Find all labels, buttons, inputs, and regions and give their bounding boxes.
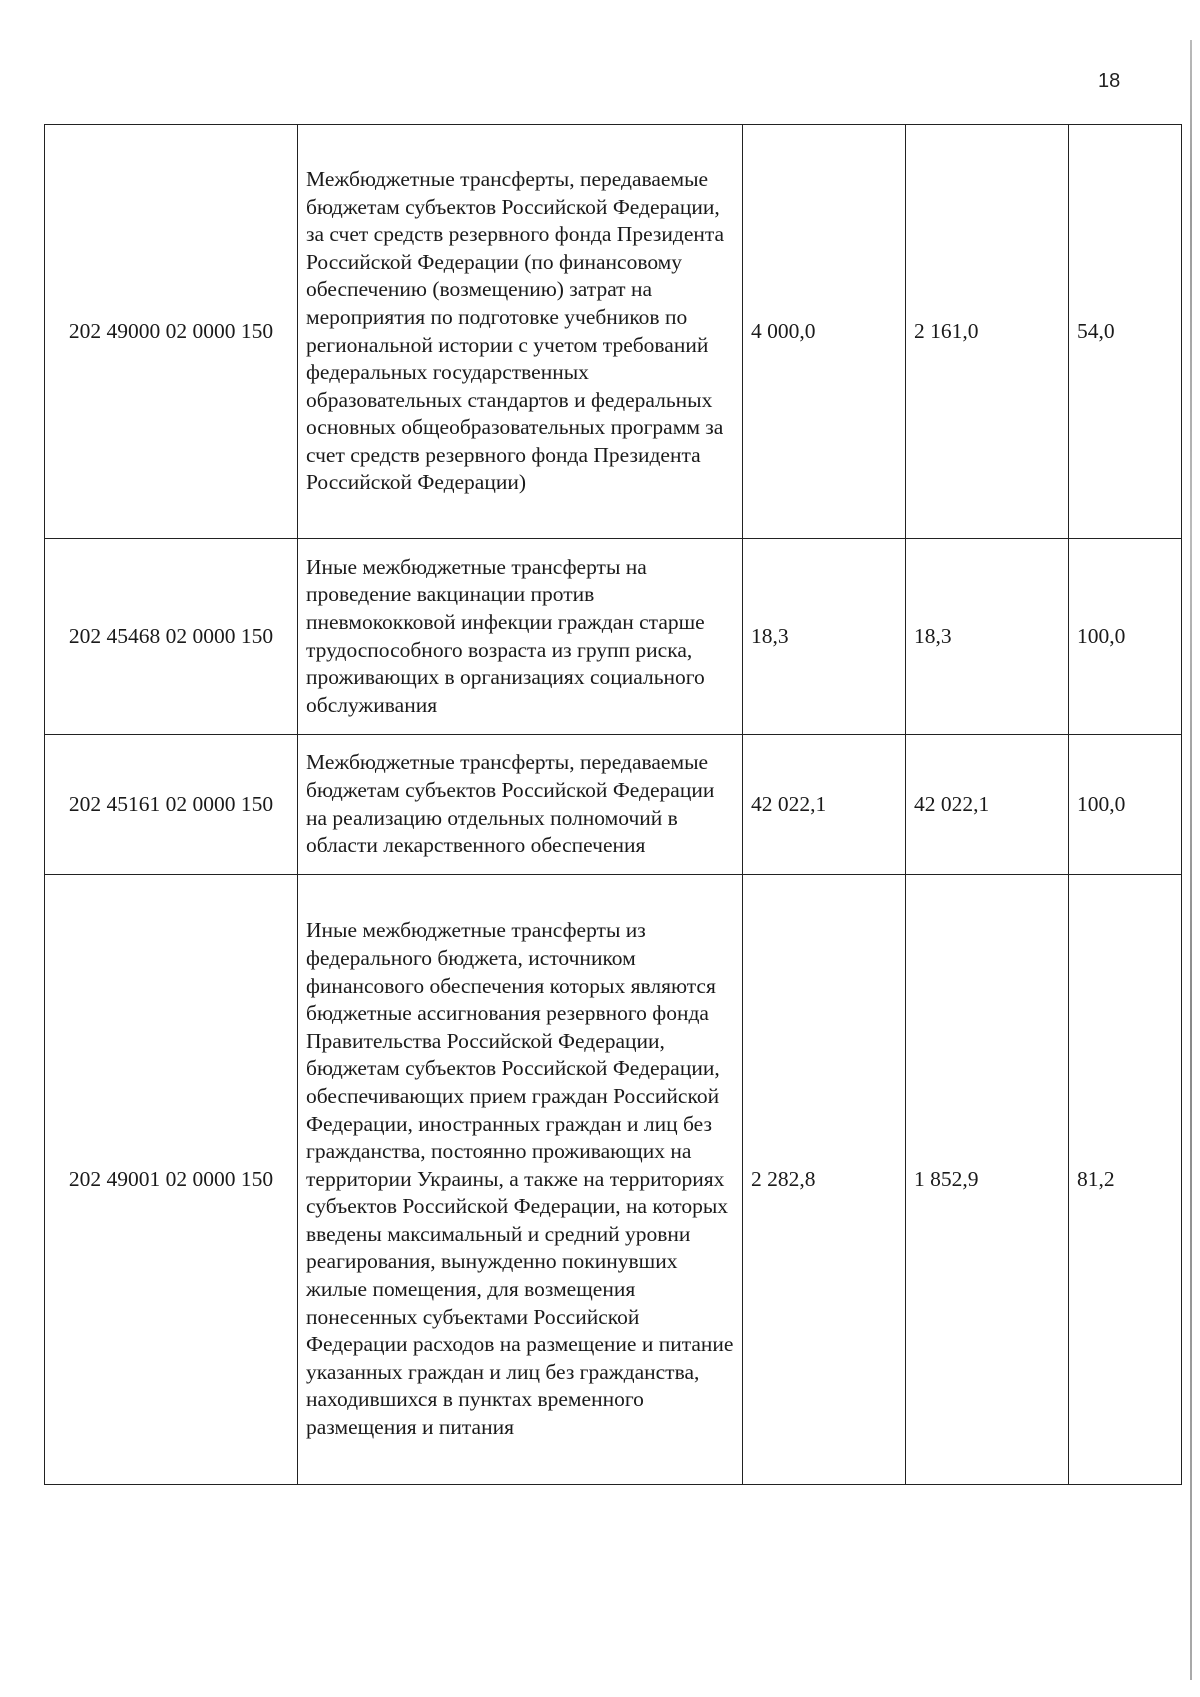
percent-cell: 81,2	[1069, 875, 1182, 1485]
percent-cell: 100,0	[1069, 735, 1182, 875]
planned-amount-cell: 4 000,0	[743, 125, 906, 539]
description-cell	[298, 125, 743, 539]
planned-amount-cell: 2 282,8	[743, 875, 906, 1485]
description-cell	[298, 539, 743, 735]
planned-amount-cell: 18,3	[743, 539, 906, 735]
description-text: Межбюджетные трансферты, передаваемые бюджетам субъектов Российской Федерации, за счет средств резервного фонда Президента Российской Федерации (по финансовому обеспечению (возмещению) затрат на мероприятия по подготовке учебников по региональной истории с учетом требований федеральных государственных образовательных стандартов и федеральных основных общеобразовательных программ за счет средств резервного фонда Президента Российской Федерации)	[306, 166, 725, 495]
actual-amount-cell: 1 852,9	[906, 875, 1069, 1485]
percent-cell: 54,0	[1069, 125, 1182, 539]
description-cell	[298, 735, 743, 875]
table-row	[45, 125, 1182, 539]
description-text: Межбюджетные трансферты, передаваемые бюджетам субъектов Российской Федерации на реализацию отдельных полномочий в области лекарственного обеспечения	[306, 750, 715, 858]
budget-code-cell: 202 49000 02 0000 150	[45, 125, 298, 539]
percent-cell: 100,0	[1069, 539, 1182, 735]
budget-code-cell: 202 49001 02 0000 150	[45, 875, 298, 1485]
actual-amount-cell: 2 161,0	[906, 125, 1069, 539]
table-row	[45, 539, 1182, 735]
table-row	[45, 735, 1182, 875]
actual-amount-cell: 42 022,1	[906, 735, 1069, 875]
table-row	[45, 875, 1182, 1485]
budget-code-cell: 202 45468 02 0000 150	[45, 539, 298, 735]
description-cell	[298, 875, 743, 1485]
budget-table	[44, 124, 1182, 1485]
actual-amount-cell: 18,3	[906, 539, 1069, 735]
page-number: 18	[1098, 70, 1121, 92]
planned-amount-cell: 42 022,1	[743, 735, 906, 875]
description-text: Иные межбюджетные трансферты на проведение вакцинации против пневмококковой инфекции граждан старше трудоспособного возраста из групп риска, проживающих в организациях социального обслуживания	[306, 554, 705, 717]
budget-code-cell: 202 45161 02 0000 150	[45, 735, 298, 875]
scan-edge-line	[1190, 40, 1192, 1680]
description-text: Иные межбюджетные трансферты из федерального бюджета, источником финансового обеспечения которых являются бюджетные ассигнования резервного фонда Правительства Российской Федерации, бюджетам субъектов Российской Федерации, обеспечивающих прием граждан Российской Федерации, иностранных граждан и лиц без гражданства, постоянно проживающих на территории Украины, а также на территориях субъектов Российской Федерации, на которых введены максимальный и средний уровни реагирования, вынужденно покинувших жилые помещения, для возмещения понесенных субъектами Российской Федерации расходов на размещение и питание указанных граждан и лиц без гражданства, находившихся в пунктах временного размещения и питания	[306, 918, 734, 1440]
